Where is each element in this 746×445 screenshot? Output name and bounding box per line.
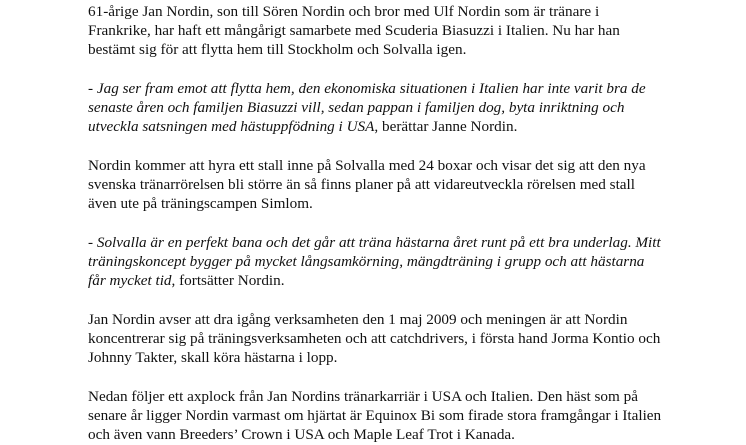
paragraph-quote-2 bbox=[88, 233, 738, 291]
paragraph-career bbox=[88, 387, 738, 445]
text-run: även ute på träningscampen Simlom. bbox=[88, 195, 313, 213]
text-run: 61-årige Jan Nordin, son till Sören Nordin och bror med Ulf Nordin som är tränare i bbox=[88, 3, 600, 20]
text-line bbox=[88, 2, 738, 21]
text-line bbox=[88, 406, 738, 425]
text-line bbox=[88, 194, 738, 213]
text-run: Johnny Takter, skall köra hästarna i lopp. bbox=[88, 349, 338, 367]
quote-run: - Solvalla är en perfekt bana och det går att träna hästarna året runt på ett bra underlag. Mitt bbox=[88, 234, 661, 251]
text-line bbox=[88, 175, 738, 194]
text-line bbox=[88, 233, 738, 252]
text-line bbox=[88, 117, 738, 136]
text-run: koncentrerar sig på träningsverksamheten och att catchdrivers, i första hand Jorma Kontio och bbox=[88, 330, 661, 348]
text-run: Nordin kommer att hyra ett stall inne på Solvalla med 24 boxar och visar det sig att den nya bbox=[88, 157, 646, 174]
text-run: Frankrike, har haft ett mångårigt samarbete med Scuderia Biasuzzi i Italien. Nu har han bbox=[88, 22, 620, 40]
text-run: bestämt sig för att flytta hem till Stockholm och Solvalla igen. bbox=[88, 41, 467, 59]
paragraph-start-date bbox=[88, 310, 738, 368]
attribution-run: , berättar Janne Nordin. bbox=[374, 118, 518, 136]
text-line bbox=[88, 156, 738, 175]
text-line bbox=[88, 387, 738, 406]
text-run: Jan Nordin avser att dra igång verksamheten den 1 maj 2009 och meningen är att Nordin bbox=[88, 311, 628, 328]
text-run: senare år ligger Nordin varmast om hjärtat är Equinox Bi som firade stora framgångar i Italien bbox=[88, 407, 662, 425]
text-run: och även vann Breeders’ Crown i USA och Maple Leaf Trot i Kanada. bbox=[88, 426, 515, 444]
quote-run: utveckla satsningen med hästuppfödning i USA bbox=[88, 118, 375, 136]
text-line bbox=[88, 348, 738, 367]
text-line bbox=[88, 21, 738, 40]
paragraph-intro bbox=[88, 2, 738, 60]
text-line bbox=[88, 252, 738, 271]
quote-run: träningskoncept bygger på mycket långsamkörning, mängdträning i grupp och att hästarna bbox=[88, 253, 645, 271]
text-line bbox=[88, 329, 738, 348]
text-line bbox=[88, 40, 738, 59]
quote-run: senaste åren och familjen Biasuzzi vill, sedan pappan i familjen dog, byta inriktning och bbox=[88, 99, 625, 117]
quote-run: - Jag ser fram emot att flytta hem, den ekonomiska situationen i Italien har inte varit bra de bbox=[88, 80, 646, 97]
text-run: Nedan följer ett axplock från Jan Nordins tränarkarriär i USA och Italien. Den häst som på bbox=[88, 388, 638, 405]
text-line bbox=[88, 425, 738, 444]
attribution-run: , fortsätter Nordin. bbox=[171, 272, 285, 290]
text-line bbox=[88, 271, 738, 290]
article-body bbox=[88, 2, 738, 445]
text-run: svenska tränarrörelsen bli större än så finns planer på att vidareutveckla rörelsen med stall bbox=[88, 176, 635, 194]
text-line bbox=[88, 79, 738, 98]
text-line bbox=[88, 310, 738, 329]
quote-run: får mycket tid bbox=[88, 272, 172, 290]
paragraph-stable bbox=[88, 156, 738, 214]
text-line bbox=[88, 98, 738, 117]
paragraph-quote-1 bbox=[88, 79, 738, 137]
